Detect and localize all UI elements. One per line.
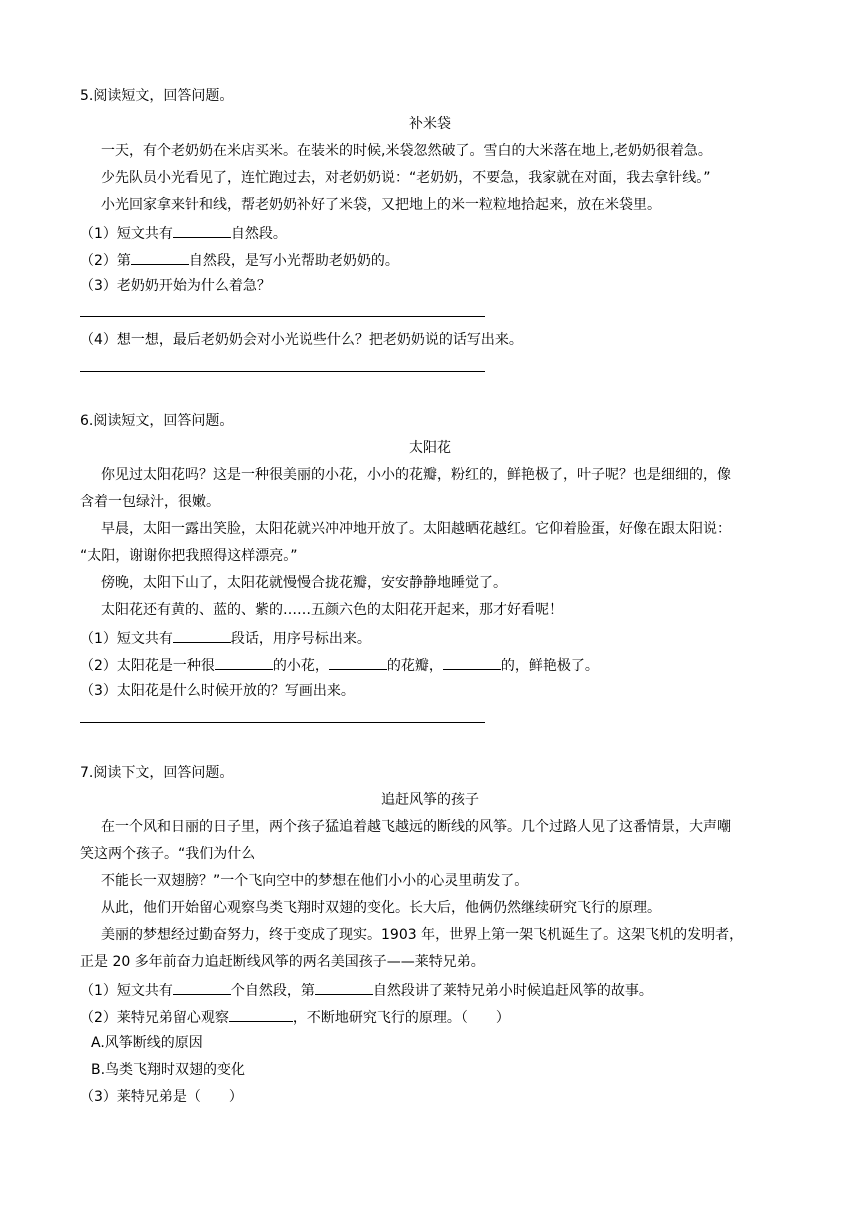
answer-line[interactable] [80, 371, 485, 372]
q6-question-3: （3）太阳花是什么时候开放的？写画出来。 [80, 683, 355, 699]
q7-title: 追赶风筝的孩子 [381, 792, 479, 808]
answer-line[interactable] [80, 722, 485, 723]
answer-blank[interactable] [173, 222, 231, 238]
q6-q2-text-b: 的小花， [272, 658, 329, 674]
q5-q1-text-b: 自然段。 [230, 226, 287, 242]
q6-q2-text-a: （2）太阳花是一种很 [80, 658, 215, 674]
q7-q2-text-b: ，不断地研究飞行的原理。（ ） [292, 1010, 510, 1026]
q5-paragraph-3: 小光回家拿来针和线，帮老奶奶补好了米袋，又把地上的米一粒粒地拾起来，放在米袋里。 [101, 197, 661, 213]
q7-q1-text-b: 个自然段，第 [230, 983, 315, 999]
q7-question-3: （3）莱特兄弟是（ ） [80, 1089, 243, 1105]
q6-q1-text-a: （1）短文共有 [80, 631, 173, 647]
q7-q1-text-c: 自然段讲了莱特兄弟小时候追赶风筝的故事。 [372, 983, 653, 999]
q6-line-1: 你见过太阳花吗？这是一种很美丽的小花，小小的花瓣，粉红的，鲜艳极了，叶子呢？也是细细的，像 [101, 467, 731, 483]
q5-question-2 [80, 249, 399, 269]
q7-question-1 [80, 979, 653, 999]
answer-blank[interactable] [173, 627, 231, 643]
q5-header: 5.阅读短文，回答问题。 [80, 88, 234, 104]
q5-q1-text-a: （1）短文共有 [80, 226, 173, 242]
q6-header: 6.阅读短文，回答问题。 [80, 413, 234, 429]
q5-q2-text-a: （2）第 [80, 253, 131, 269]
answer-blank[interactable] [173, 979, 231, 995]
q5-question-4: （4）想一想，最后老奶奶会对小光说些什么？把老奶奶说的话写出来。 [80, 332, 523, 348]
q5-q2-text-b: 自然段，是写小光帮助老奶奶的。 [188, 253, 399, 269]
q5-title: 补米袋 [409, 116, 451, 132]
answer-blank[interactable] [215, 654, 273, 670]
answer-blank[interactable] [229, 1006, 293, 1022]
q7-option-b[interactable]: B.鸟类飞翔时双翅的变化 [91, 1062, 246, 1078]
q7-line-2: 笑这两个孩子。“我们为什么 [80, 846, 256, 862]
q5-paragraph-2: 少先队员小光看见了，连忙跑过去，对老奶奶说：“老奶奶，不要急，我家就在对面，我去拿针线。” [101, 170, 711, 186]
q7-q2-text-a: （2）莱特兄弟留心观察 [80, 1010, 229, 1026]
q7-line-1: 在一个风和日丽的日子里，两个孩子猛追着越飞越远的断线的风筝。几个过路人见了这番情景，大声嘲 [101, 819, 731, 835]
q6-title: 太阳花 [409, 440, 451, 456]
answer-line[interactable] [80, 316, 485, 317]
q7-line-6: 正是 20 多年前奋力追赶断线风筝的两名美国孩子——莱特兄弟。 [80, 954, 485, 970]
q6-line-6: 太阳花还有黄的、蓝的、紫的……五颜六色的太阳花开起来，那才好看呢！ [101, 602, 563, 618]
q7-option-a[interactable]: A.风筝断线的原因 [91, 1035, 203, 1051]
q7-question-2 [80, 1006, 510, 1026]
q5-paragraph-1: 一天，有个老奶奶在米店买米。在装米的时候,米袋忽然破了。雪白的大米落在地上,老奶奶很着急。 [101, 143, 712, 159]
q6-q2-text-c: 的花瓣， [386, 658, 443, 674]
q7-line-5: 美丽的梦想经过勤奋努力，终于变成了现实。1903 年，世界上第一架飞机诞生了。这架飞机的发明者， [101, 927, 744, 943]
answer-blank[interactable] [329, 654, 387, 670]
q7-line-3: 不能长一双翅膀？”一个飞向空中的梦想在他们小小的心灵里萌发了。 [101, 873, 529, 889]
answer-blank[interactable] [315, 979, 373, 995]
q6-line-4: “太阳，谢谢你把我照得这样漂亮。” [80, 548, 298, 564]
answer-blank[interactable] [131, 249, 189, 265]
q6-line-3: 早晨，太阳一露出笑脸，太阳花就兴冲冲地开放了。太阳越晒花越红。它仰着脸蛋，好像在跟太阳说： [101, 521, 731, 537]
q7-header: 7.阅读下文，回答问题。 [80, 765, 234, 781]
q6-q2-text-d: 的，鲜艳极了。 [500, 658, 599, 674]
q6-question-1 [80, 627, 371, 647]
q6-line-5: 傍晚，太阳下山了，太阳花就慢慢合拢花瓣，安安静静地睡觉了。 [101, 575, 507, 591]
q6-question-2 [80, 654, 599, 674]
q6-line-2: 含着一包绿汁，很嫩。 [80, 494, 220, 510]
q7-line-4: 从此，他们开始留心观察鸟类飞翔时双翅的变化。长大后，他俩仍然继续研究飞行的原理。 [101, 900, 661, 916]
q6-q1-text-b: 段话，用序号标出来。 [230, 631, 371, 647]
answer-blank[interactable] [443, 654, 501, 670]
q5-question-3: （3）老奶奶开始为什么着急？ [80, 278, 271, 294]
q7-q1-text-a: （1）短文共有 [80, 983, 173, 999]
q5-question-1 [80, 222, 287, 242]
